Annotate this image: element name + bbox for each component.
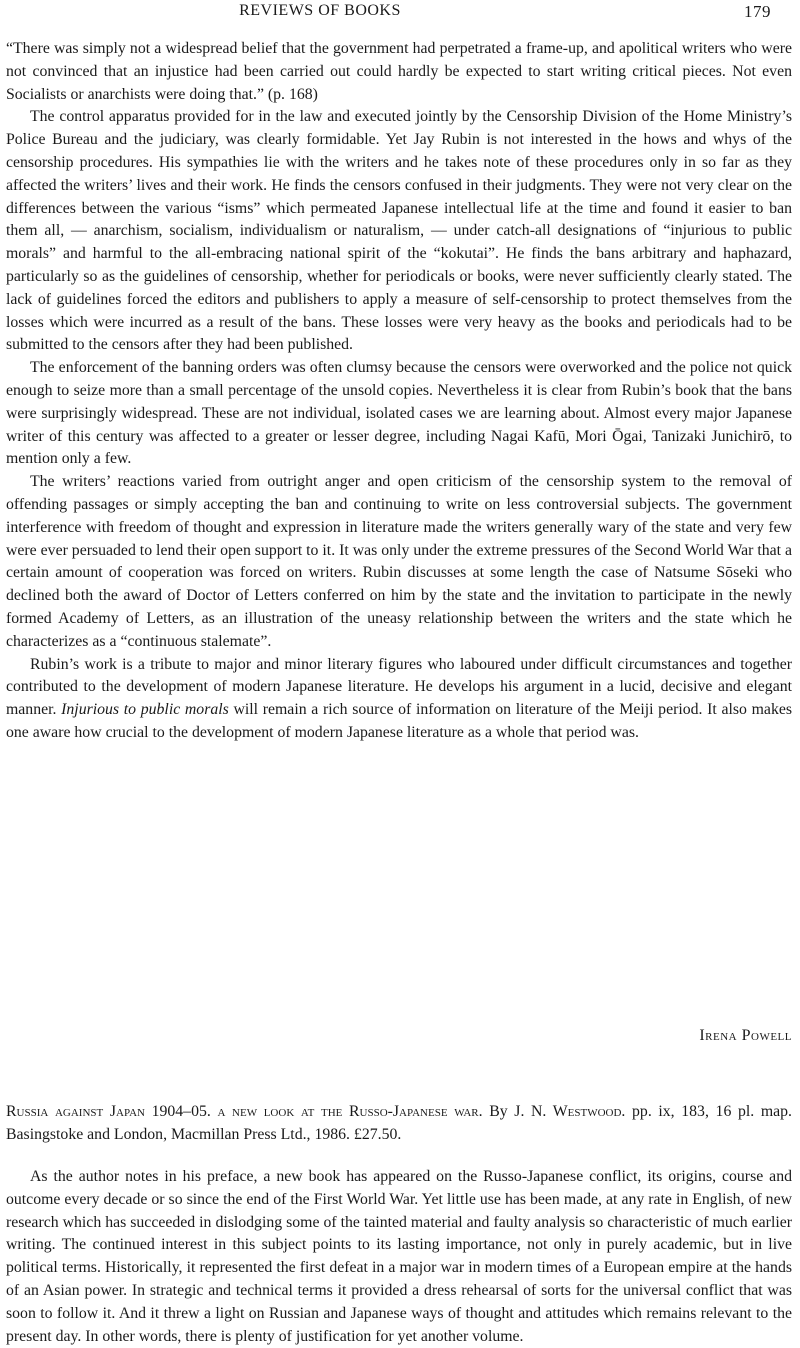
review-body (6, 1166, 792, 1348)
reviewed-book-details: pp. ix, 183, 16 pl. map. Basingstoke and London, Macmillan Press Ltd., 1986. £27.50. (6, 1103, 792, 1143)
conclusion-text-start: Rubin’s work is a tribute to major and minor literary figures who laboured under difficult circumstances and together contributed to the development of modern Japanese literature. He develops his argument in a lucid, decisive and elegant manner. (6, 655, 792, 719)
review-continuation (6, 38, 792, 745)
reviewed-book-title: Russia against Japan 1904–05. a new look at the Russo-Japanese war. (6, 1103, 483, 1120)
paragraph-russo-japanese: As the author notes in his preface, a new book has appeared on the Russo-Japanese conflict, its origins, course and outcome every decade or so since the end of the First World War. Yet little use has been made, at any rate in English, of new research which has succeeded in dislodging some of the tainted material and faulty analysis so characteristic of much earlier writing. The continued interest in this subject points to its lasting importance, not only in purely academic, but in live political terms. Historically, it represented the first defeat in a major war in modern times of a European empire at the hands of an Asian power. In strategic and technical terms it provided a dress rehearsal of sorts for the universal conflict that was soon to follow it. And it threw a light on Russian and Japanese ways of thought and attitudes which remains relevant to the present day. In other words, there is plenty of justification for yet another volume. (6, 1168, 792, 1345)
paragraph-enforcement: The enforcement of the banning orders was often clumsy because the censors were overworked and the police not quick enough to seize more than a small percentage of the unsold copies. Nevertheless it is clear from Rubin’s book that the bans were surprisingly widespread. These are not individual, isolated cases we are learning about. Almost every major Japanese writer of this century was affected to a greater or lesser degree, including Nagai Kafū, Mori Ōgai, Tanizaki Junichirō, to mention only a few. (6, 359, 792, 468)
book-title-italic: Injurious to public morals (61, 701, 229, 719)
reviewer-signature: Irena Powell (699, 1027, 792, 1044)
running-header (0, 2, 800, 26)
paragraph-conclusion (6, 654, 792, 745)
paragraph-censorship-apparatus: The control apparatus provided for in the law and executed jointly by the Censorship Division of the Home Ministry’s Police Bureau and the judiciary, was clearly formidable. Yet Jay Rubin is not interested in the hows and whys of the censorship procedures. His sympathies lie with the writers and he takes note of these procedures only in so far as they affected the writers’ lives and their work. He finds the censors confused in their judgments. They were not very clear on the differences between the various “isms” which permeated Japanese intellectual life at the time and found it easier to ban them all, — anarchism, socialism, individualism or naturalism, — under catch-all designations of “injurious to public morals” and harmful to the all-embracing national spirit of the “kokutai”. He finds the bans arbitrary and haphazard, particularly so as the guidelines of censorship, whether for periodicals or books, were never sufficiently clearly stated. The lack of guidelines forced the editors and publishers to apply a measure of self-censorship to protect themselves from the losses which were incurred as a result of the bans. These losses were very heavy as the books and periodicals had to be submitted to the censors after they had been published. (6, 108, 792, 354)
review-heading (6, 1100, 792, 1146)
by-word: By (482, 1103, 515, 1120)
reviewed-book-author: J. N. Westwood. (514, 1103, 626, 1120)
running-title: REVIEWS OF BOOKS (239, 2, 401, 19)
paragraph-writers-reactions: The writers’ reactions varied from outright anger and open criticism of the censorship system to the removal of offending passages or simply accepting the ban and continuing to write on less controversial subjects. The government interference with freedom of thought and expression in literature made the writers generally wary of the state and very few were ever persuaded to lend their open support to it. It was only under the extreme pressures of the Second World War that a certain amount of cooperation was forced on writers. Rubin discusses at some length the case of Natsume Sōseki who declined both the award of Doctor of Letters conferred on him by the state and the invitation to participate in the newly formed Academy of Letters, as an illustration of the uneasy relationship between the writers and the state which he characterizes as a “continuous stalemate”. (6, 473, 792, 650)
page-number: 179 (744, 2, 771, 21)
conclusion-text-end: will remain a rich source of information on literature of the Meiji period. It also makes one aware how crucial to the development of modern Japanese literature as a whole that period was. (6, 701, 792, 741)
block-quote: “There was simply not a widespread belief that the government had perpetrated a frame-up, and apolitical writers who were not convinced that an injustice had been carried out could hardly be expected to start writing critical pieces. Not even Socialists or anarchists were doing that.” (p. 168) (6, 40, 792, 103)
